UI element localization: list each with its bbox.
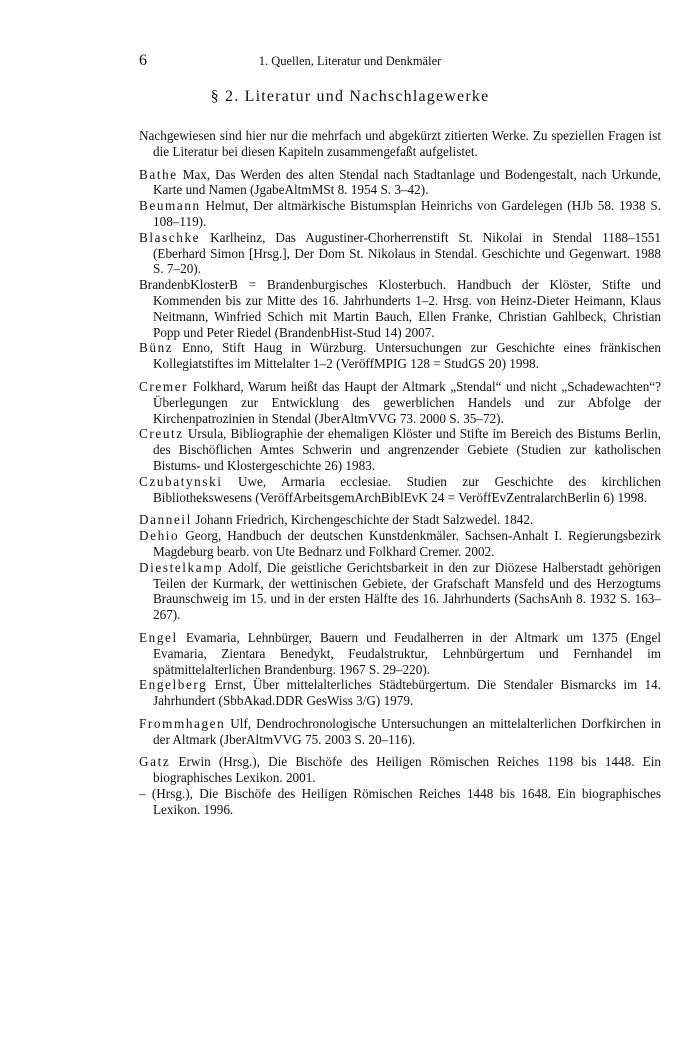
entry-author: Engel xyxy=(139,629,178,645)
bibliography-list xyxy=(139,167,661,818)
entry-text: Ernst, Über mittelalterliches Städtebürgertum. Die Stendaler Bismarcks im 14. Jahrhundert (SbbAkad.DDR GesWiss 3/G) 1979. xyxy=(153,677,661,709)
entry-text: BrandenbKlosterB = Brandenburgisches Klosterbuch. Handbuch der Klöster, Stifte und Kommenden bis zur Mitte des 16. Jahrhunderts 1–2. Hrsg. von Heinz-Dieter Heimann, Klaus Neitmann, Winfried Schich mit Martin Bauch, Ellen Franke, Christian Gahlbeck, Christian Popp und Peter Riedel (BrandenbHist-Stud 14) 2007. xyxy=(139,277,661,340)
entry-text: Evamaria, Lehnbürger, Bauern und Feudalherren in der Altmark um 1375 (Engel Evamaria, Zientara Benedykt, Feudalstruktur, Lehnbürgertum und Fernhandel im spätmittelalterlichen Brandenburg. 1967 S. 29–220). xyxy=(153,629,661,677)
bibliography-entry xyxy=(139,474,661,506)
entry-author: Creutz xyxy=(139,426,184,442)
page-number: 6 xyxy=(139,52,147,69)
entry-author: Engelberg xyxy=(139,677,208,693)
bibliography-entry xyxy=(139,630,661,677)
bibliography-entry xyxy=(139,167,661,199)
entry-text: Georg, Handbuch der deutschen Kunstdenkmäler. Sachsen-Anhalt I. Regierungsbezirk Magdeburg bearb. von Ute Bednarz und Folkhard Cremer. 2002. xyxy=(153,528,661,559)
entry-author: Dehio xyxy=(139,528,180,544)
entry-text: Ursula, Bibliographie der ehemaligen Klöster und Stifte im Bereich des Bistums Berlin, des Bischöflichen Amtes Schwerin und angrenzender Gebiete (Studien zur katholischen Bistums- und Klostergeschichte 26) 1983. xyxy=(153,426,661,473)
bibliography-entry xyxy=(139,528,661,560)
entry-author: Diestelkamp xyxy=(139,559,224,575)
bibliography xyxy=(139,128,661,818)
entry-author: Bathe xyxy=(139,166,178,182)
bibliography-entry xyxy=(139,277,661,340)
bibliography-entry xyxy=(139,198,661,230)
bibliography-entry xyxy=(139,560,661,623)
bibliography-entry xyxy=(139,754,661,786)
bibliography-entry xyxy=(139,512,661,528)
bibliography-entry xyxy=(139,426,661,473)
entry-text: Folkhard, Warum heißt das Haupt der Altmark „Stendal“ und nicht „Schadewachten“? Überlegungen zur Entwicklung des gewerblichen Handels und zur Abfolge der Kirchenpatrozinien in Stendal (JberAltmVVG 73. 2000 S. 35–72). xyxy=(153,378,661,426)
entry-text: – (Hrsg.), Die Bischöfe des Heiligen Römischen Reiches 1448 bis 1648. Ein biographisches Lexikon. 1996. xyxy=(139,786,661,817)
entry-author: Gatz xyxy=(139,754,171,770)
entry-author: Danneil xyxy=(139,512,192,528)
bibliography-entry xyxy=(139,340,661,372)
bibliography-entry xyxy=(139,786,661,818)
section-heading: § 2. Literatur und Nachschlagewerke xyxy=(210,88,490,105)
entry-author: Blaschke xyxy=(139,229,201,245)
entry-text: Enno, Stift Haug in Würzburg. Untersuchungen zur Geschichte eines fränkischen Kollegiatstiftes im Mittelalter 1–2 (VeröffMPIG 128 = StudGS 20) 1998. xyxy=(153,340,661,372)
running-head: 1. Quellen, Literatur und Denkmäler xyxy=(258,54,442,68)
intro-paragraph: Nachgewiesen sind hier nur die mehrfach und abgekürzt zitierten Werke. Zu speziellen Fragen ist die Literatur bei diesen Kapiteln zusammengefaßt aufgelistet. xyxy=(139,128,661,159)
entry-author: Frommhagen xyxy=(139,715,226,731)
entry-text: Johann Friedrich, Kirchengeschichte der Stadt Salzwedel. 1842. xyxy=(191,512,534,528)
bibliography-entry xyxy=(139,379,661,426)
entry-text: Karlheinz, Das Augustiner-Chorherrenstift St. Nikolai in Stendal 1188–1551 (Eberhard Simon [Hrsg.], Der Dom St. Nikolaus in Stendal. Geschichte und Gegenwart. 1988 S. 7–20). xyxy=(153,229,661,277)
entry-author: Beumann xyxy=(139,198,201,214)
entry-text: Adolf, Die geistliche Gerichtsbarkeit in den zur Diözese Halberstadt gehörigen Teilen der Kurmark, der wettinischen Gebiete, der Grafschaft Mansfeld und des Herzogtums Braunschweig im 15. und in der ersten Hälfte des 16. Jahrhunderts (SachsAnh 8. 1932 S. 163–267). xyxy=(153,559,661,623)
entry-text: Erwin (Hrsg.), Die Bischöfe des Heiligen Römischen Reiches 1198 bis 1448. Ein biographisches Lexikon. 2001. xyxy=(153,754,661,786)
bibliography-entry xyxy=(139,230,661,277)
bibliography-entry xyxy=(139,677,661,709)
entry-author: Bünz xyxy=(139,340,174,356)
bibliography-entry xyxy=(139,716,661,748)
entry-author: Czubatynski xyxy=(139,473,223,489)
entry-text: Helmut, Der altmärkische Bistumsplan Heinrichs von Gardelegen (HJb 58. 1938 S. 108–119). xyxy=(153,198,661,229)
entry-text: Uwe, Armaria ecclesiae. Studien zur Geschichte des kirchlichen Bibliothekswesens (VeröffArbeitsgemArchBiblEvK 24 = VeröffEvZentralarchBerlin 6) 1998. xyxy=(153,473,661,505)
entry-author: Cremer xyxy=(139,378,189,394)
entry-text: Max, Das Werden des alten Stendal nach Stadtanlage und Bodengestalt, nach Urkunde, Karte und Namen (JgabeAltmMSt 8. 1954 S. 3–42). xyxy=(153,166,661,198)
entry-text: Ulf, Dendrochronologische Untersuchungen an mittelalterlichen Dorfkirchen in der Altmark (JberAltmVVG 75. 2003 S. 20–116). xyxy=(153,715,661,747)
